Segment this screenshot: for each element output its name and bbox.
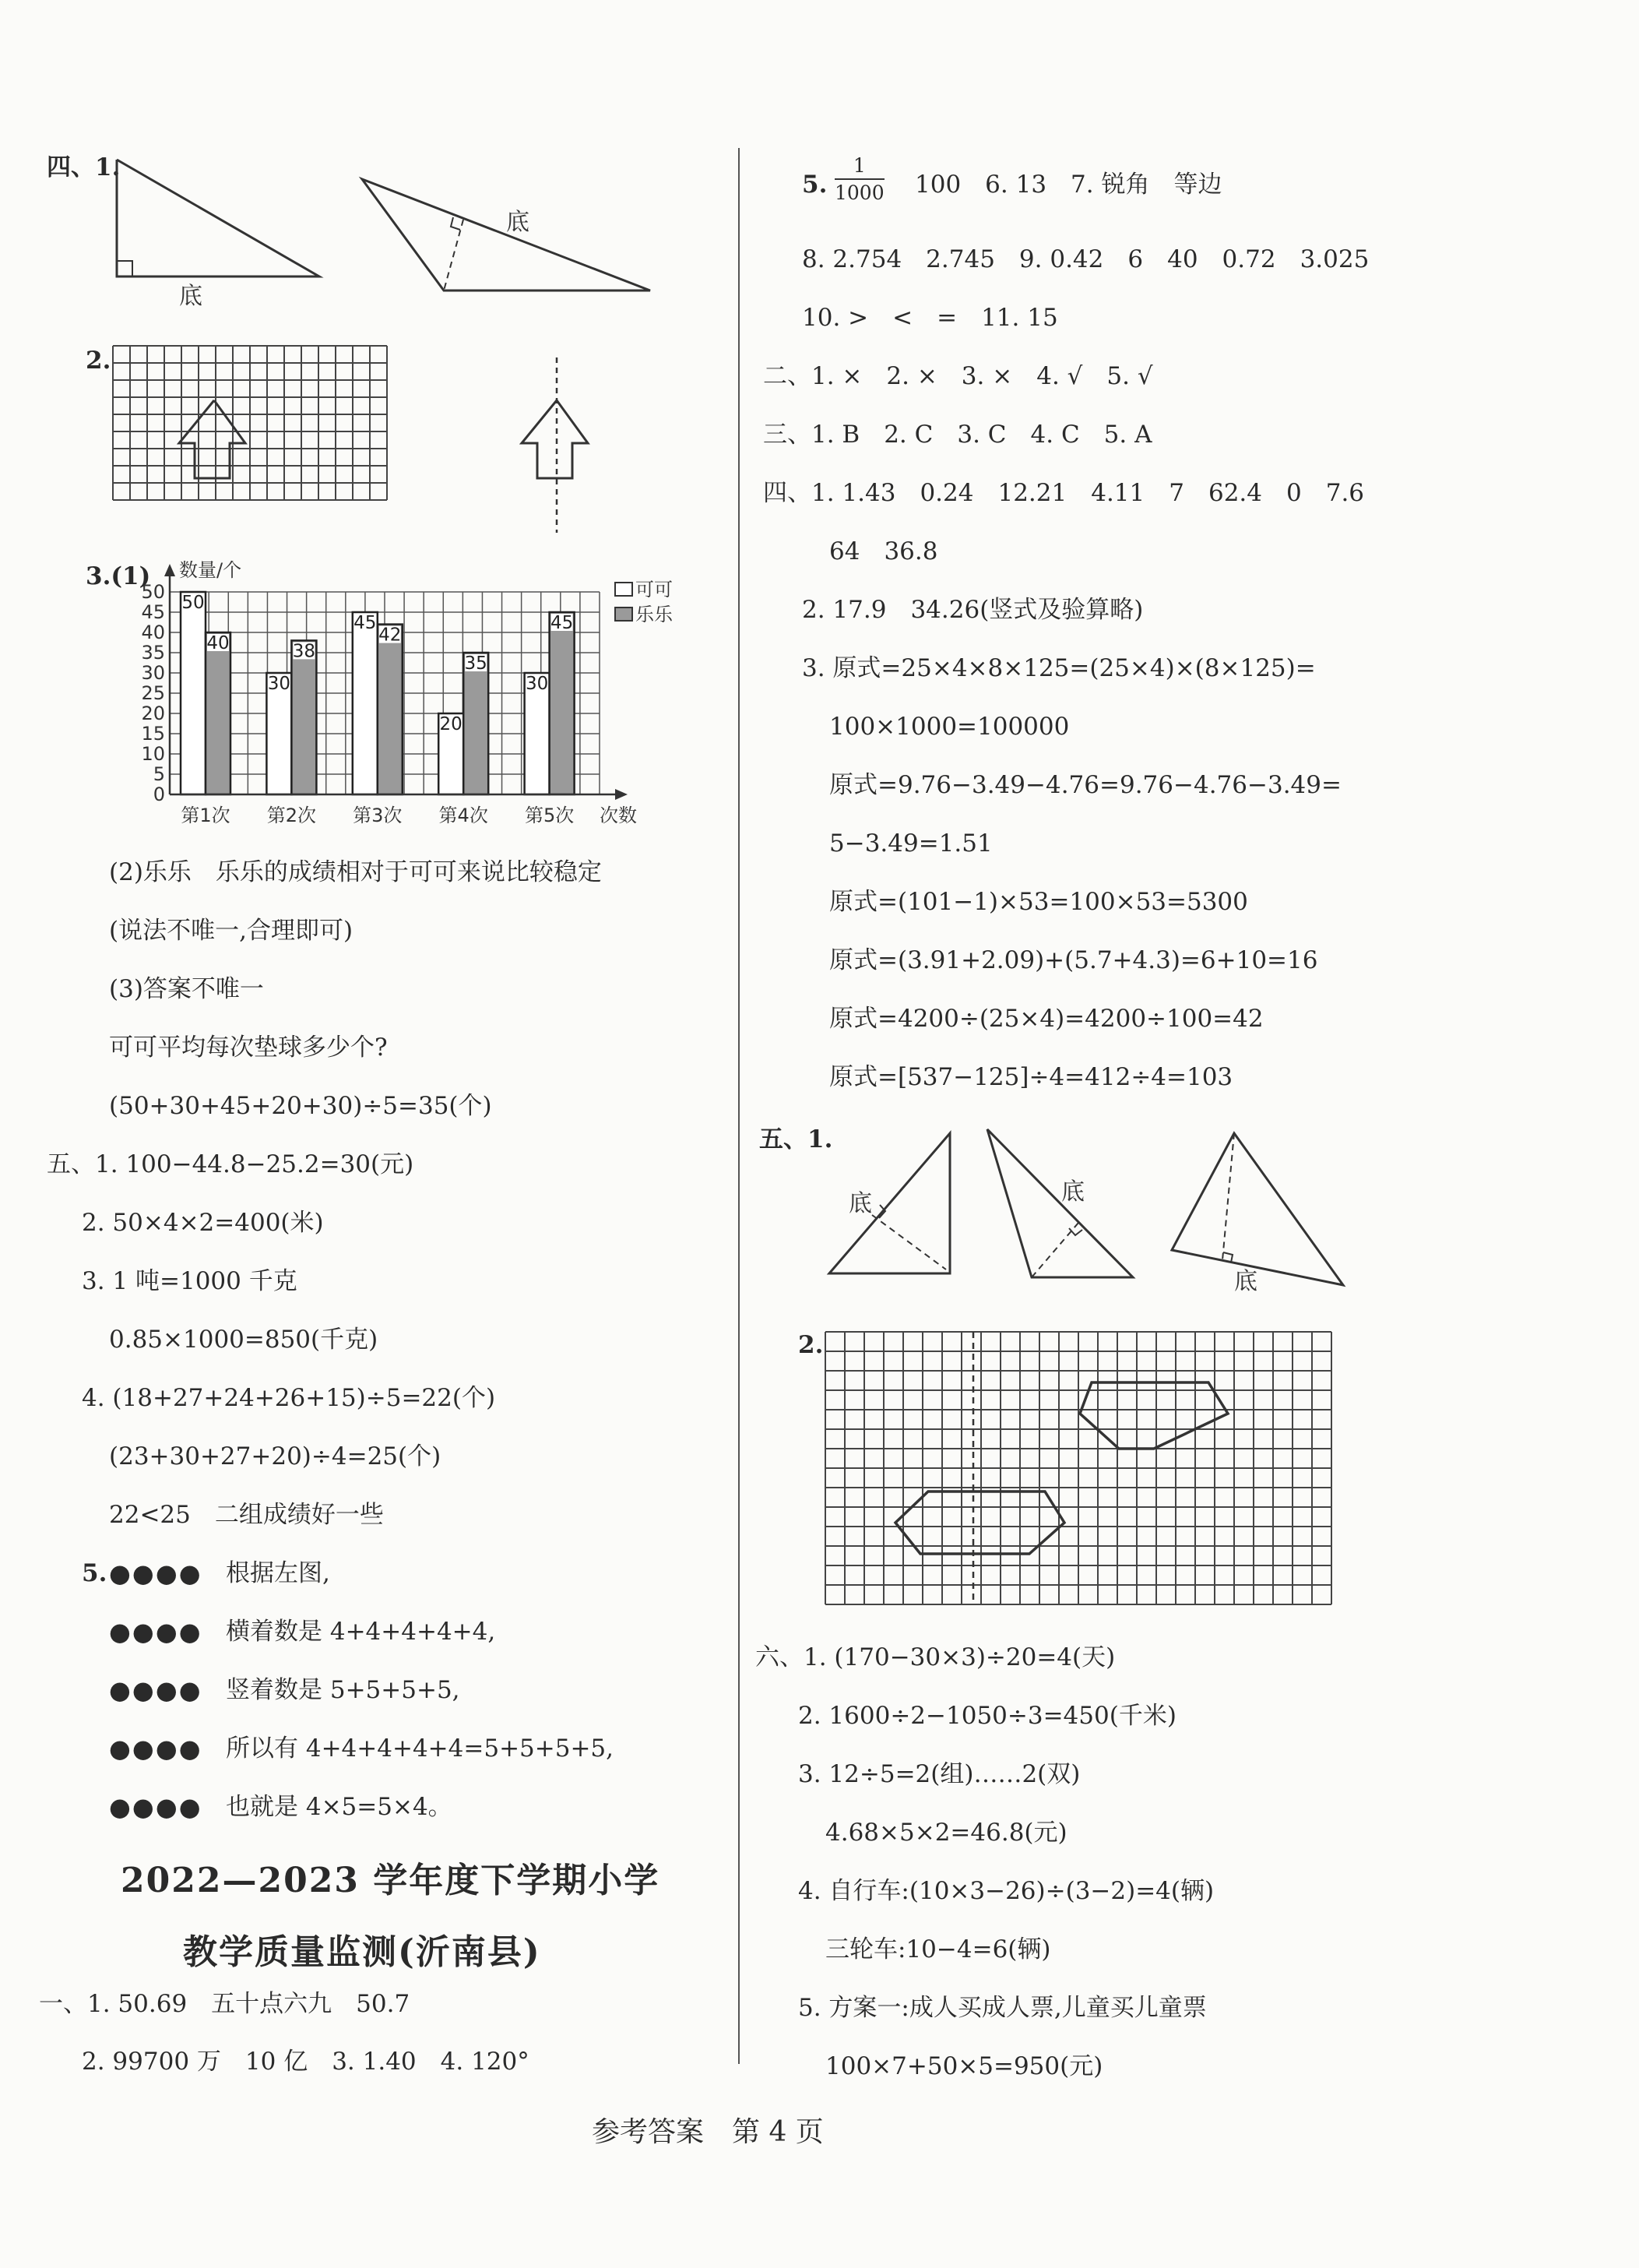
chart-ylabel: 数量/个 <box>179 559 242 581</box>
bar-chart <box>117 559 673 826</box>
answer-5-5-line2: 横着数是 4+4+4+4+4, <box>226 1618 496 1646</box>
legend-label-lele: 乐乐 <box>635 604 673 625</box>
bar-lele-1 <box>206 632 230 794</box>
bar-lele-4 <box>463 653 488 794</box>
legend-label-keke: 可可 <box>635 579 673 600</box>
right-4-3b: 100×1000=100000 <box>829 713 1070 741</box>
answer-1-2: 2. 99700 万 10 亿 3. 1.40 4. 120° <box>82 2048 529 2076</box>
chart-ytick-label: 20 <box>141 703 165 724</box>
bar-value-label: 38 <box>292 641 316 662</box>
section-4-2-label: 2. <box>86 347 111 375</box>
right-4-1b: 64 36.8 <box>829 537 938 565</box>
bar-value-label: 30 <box>267 674 291 694</box>
right-6-3a: 3. 12÷5=2(组)……2(双) <box>798 1760 1081 1788</box>
dot-row-3: ●●●● <box>109 1675 202 1705</box>
right-4-3h: 原式=[537−125]÷4=412÷4=103 <box>829 1063 1233 1091</box>
chart-xtick-label: 第1次 <box>181 805 230 826</box>
right-section-5-label: 五、1. <box>759 1125 833 1153</box>
tri-base-label-2: 底 <box>1061 1178 1085 1206</box>
answer-4-3-3: (3)答案不唯一 <box>109 975 264 1003</box>
legend-swatch-keke <box>615 583 632 596</box>
chart-ytick-label: 30 <box>141 662 165 684</box>
right-6-4a: 4. 自行车:(10×3−26)÷(3−2)=4(辆) <box>798 1877 1215 1905</box>
right-10-11: 10. > < = 11. 15 <box>802 304 1058 332</box>
answer-5-5-line5: 也就是 4×5=5×4。 <box>226 1793 452 1821</box>
chart-ytick-label: 35 <box>141 642 165 664</box>
right-5-2-label: 2. <box>798 1331 824 1359</box>
fig1-base-label-2: 底 <box>506 209 529 236</box>
bar-lele-2 <box>291 640 316 794</box>
answer-4-3-note: (说法不唯一,合理即可) <box>109 917 353 945</box>
chart-xlabel: 次数 <box>600 805 637 826</box>
dot-row-5: ●●●● <box>109 1792 202 1822</box>
chart-ytick-label: 10 <box>141 743 165 765</box>
right-6-5a: 5. 方案一:成人买成人票,儿童买儿童票 <box>798 1994 1207 2022</box>
right-6-4b: 三轮车:10−4=6(辆) <box>825 1935 1051 1963</box>
right-section-2: 二、1. × 2. × 3. × 4. √ 5. √ <box>763 362 1153 390</box>
right-4-1a: 四、1. 1.43 0.24 12.21 4.11 7 62.4 0 7.6 <box>763 479 1365 507</box>
right-6-2: 2. 1600÷2−1050÷3=450(千米) <box>798 1702 1176 1730</box>
bar-value-label: 42 <box>378 625 402 646</box>
right-4-3a: 3. 原式=25×4×8×125=(25×4)×(8×125)= <box>802 654 1316 682</box>
answer-1-1: 一、1. 50.69 五十点六九 50.7 <box>39 1990 410 2018</box>
dot-row-4: ●●●● <box>109 1734 202 1763</box>
page-footer: 参考答案 第 4 页 <box>592 2116 824 2148</box>
right-4-3d: 5−3.49=1.51 <box>829 829 993 858</box>
dot-row-1: ●●●● <box>109 1558 202 1588</box>
fig-4-2-grid <box>113 346 658 541</box>
right-5-label: 5. <box>802 171 828 199</box>
right-6-1: 六、1. (170−30×3)÷20=4(天) <box>755 1643 1116 1671</box>
chart-ytick-label: 15 <box>141 723 165 745</box>
section-4-label: 四、1. <box>47 153 121 181</box>
chart-xtick-label: 第2次 <box>266 805 317 826</box>
bar-value-label: 50 <box>181 593 205 613</box>
bar-value-label: 35 <box>464 653 487 674</box>
chart-ytick-label: 5 <box>153 763 165 785</box>
bar-keke-1 <box>181 592 206 794</box>
answer-5-5-label: 5. <box>82 1559 107 1587</box>
right-8-9: 8. 2.754 2.745 9. 0.42 6 40 0.72 3.025 <box>802 245 1370 273</box>
fig-5-2-grid <box>825 1332 1370 1628</box>
answer-5-3b: 0.85×1000=850(千克) <box>109 1326 378 1354</box>
right-4-3c: 原式=9.76−3.49−4.76=9.76−4.76−3.49= <box>829 771 1342 799</box>
answer-5-4c: 22<25 二组成绩好一些 <box>109 1501 384 1529</box>
chart-xtick-label: 第3次 <box>353 805 403 826</box>
answer-5-1: 五、1. 100−44.8−25.2=30(元) <box>47 1150 414 1178</box>
right-4-3g: 原式=4200÷(25×4)=4200÷100=42 <box>829 1005 1264 1033</box>
right-6-3b: 4.68×5×2=46.8(元) <box>825 1819 1067 1847</box>
fig-4-1-triangles <box>101 152 724 323</box>
answer-4-3-2: (2)乐乐 乐乐的成绩相对于可可来说比较稳定 <box>109 858 602 886</box>
right-5-rest: 100 6. 13 7. 锐角 等边 <box>915 171 1222 199</box>
bar-value-label: 40 <box>206 633 230 653</box>
fig1-base-label-1: 底 <box>179 283 202 310</box>
answer-4-3-calc: (50+30+45+20+30)÷5=35(个) <box>109 1092 492 1120</box>
answer-5-5-line4: 所以有 4+4+4+4+4=5+5+5+5, <box>226 1734 614 1763</box>
section-4-3-label: 3.(1) <box>86 562 151 590</box>
bar-value-label: 45 <box>353 613 377 633</box>
answer-5-4b: (23+30+27+20)÷4=25(个) <box>109 1442 441 1470</box>
chart-ytick-label: 40 <box>141 622 165 643</box>
section-heading-2: 教学质量监测(沂南县) <box>183 1932 541 1972</box>
legend-swatch-lele <box>615 608 632 621</box>
bar-lele-3 <box>378 625 403 794</box>
tri-base-label-3: 底 <box>1234 1268 1257 1295</box>
bar-keke-3 <box>353 612 378 794</box>
right-6-5b: 100×7+50×5=950(元) <box>825 2052 1103 2080</box>
tri-base-label-1: 底 <box>849 1190 872 1217</box>
right-4-3e: 原式=(101−1)×53=100×53=5300 <box>829 888 1248 916</box>
chart-ytick-label: 50 <box>141 581 165 603</box>
fraction-numerator: 1 <box>835 156 885 180</box>
answer-4-3-question: 可可平均每次垫球多少个? <box>109 1034 388 1062</box>
fraction-denominator: 1000 <box>835 181 885 204</box>
answer-5-3a: 3. 1 吨=1000 千克 <box>82 1267 297 1295</box>
chart-xtick-label: 第4次 <box>438 805 488 826</box>
bar-value-label: 45 <box>550 613 574 633</box>
chart-xtick-label: 第5次 <box>524 805 575 826</box>
fraction-1-over-1000 <box>835 156 885 202</box>
chart-ytick-label: 25 <box>141 682 165 704</box>
bar-lele-5 <box>550 612 575 794</box>
answer-5-5-line3: 竖着数是 5+5+5+5, <box>226 1676 460 1704</box>
bar-value-label: 30 <box>525 674 549 694</box>
right-4-2: 2. 17.9 34.26(竖式及验算略) <box>802 596 1144 624</box>
answer-5-4a: 4. (18+27+24+26+15)÷5=22(个) <box>82 1384 496 1412</box>
section-heading-1: 2022—2023 学年度下学期小学 <box>121 1861 660 1900</box>
chart-ytick-label: 0 <box>153 784 165 805</box>
answer-5-5-line1: 根据左图, <box>226 1559 330 1587</box>
right-4-3f: 原式=(3.91+2.09)+(5.7+4.3)=6+10=16 <box>829 946 1318 974</box>
answer-5-2: 2. 50×4×2=400(米) <box>82 1209 324 1237</box>
dot-row-2: ●●●● <box>109 1617 202 1646</box>
bar-value-label: 20 <box>439 714 463 734</box>
chart-ytick-label: 45 <box>141 601 165 623</box>
column-divider <box>738 148 740 2064</box>
right-section-3: 三、1. B 2. C 3. C 4. C 5. A <box>763 421 1152 449</box>
fig-5-1-triangles <box>818 1122 1409 1301</box>
